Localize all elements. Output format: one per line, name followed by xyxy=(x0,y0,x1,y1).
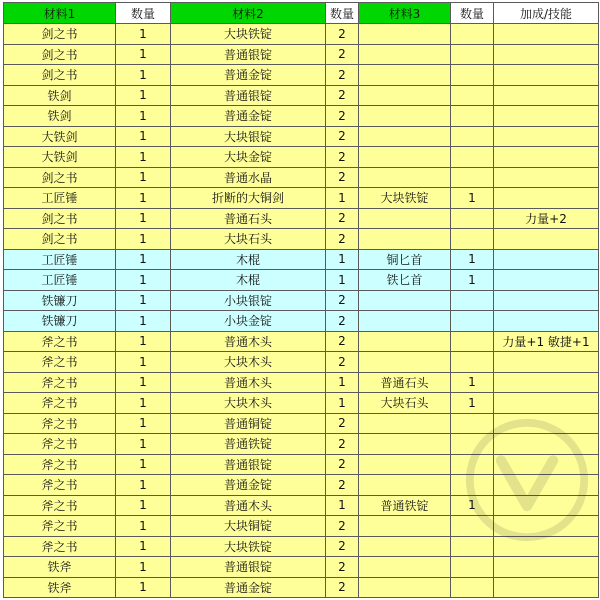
cell-qty3[interactable]: 1 xyxy=(451,188,494,209)
header-qty2[interactable]: 数量 xyxy=(326,3,359,24)
cell-qty1[interactable]: 1 xyxy=(116,393,171,414)
cell-qty2[interactable]: 2 xyxy=(326,331,359,352)
cell-bonus-skill[interactable] xyxy=(494,454,599,475)
cell-qty3[interactable] xyxy=(451,454,494,475)
cell-material2[interactable]: 大块木头 xyxy=(171,352,326,373)
cell-material1[interactable]: 大铁剑 xyxy=(4,126,116,147)
cell-material3[interactable] xyxy=(359,352,451,373)
cell-material1[interactable]: 铁剑 xyxy=(4,85,116,106)
cell-qty2[interactable]: 2 xyxy=(326,352,359,373)
cell-qty2[interactable]: 1 xyxy=(326,372,359,393)
cell-bonus-skill[interactable] xyxy=(494,290,599,311)
cell-qty3[interactable] xyxy=(451,475,494,496)
cell-bonus-skill[interactable] xyxy=(494,167,599,188)
cell-qty2[interactable]: 1 xyxy=(326,393,359,414)
cell-material3[interactable] xyxy=(359,290,451,311)
cell-material2[interactable]: 普通铁锭 xyxy=(171,434,326,455)
table-row xyxy=(4,413,599,434)
cell-material1[interactable]: 斧之书 xyxy=(4,434,116,455)
cell-material1[interactable]: 斧之书 xyxy=(4,372,116,393)
cell-qty2[interactable]: 2 xyxy=(326,106,359,127)
table-row xyxy=(4,126,599,147)
cell-material1[interactable]: 铁剑 xyxy=(4,106,116,127)
cell-material2[interactable]: 普通木头 xyxy=(171,372,326,393)
table-row xyxy=(4,65,599,86)
cell-material3[interactable]: 普通石头 xyxy=(359,372,451,393)
cell-qty2[interactable]: 2 xyxy=(326,475,359,496)
cell-material2[interactable]: 木棍 xyxy=(171,270,326,291)
cell-material3[interactable] xyxy=(359,413,451,434)
cell-bonus-skill[interactable] xyxy=(494,65,599,86)
cell-material1[interactable]: 工匠锤 xyxy=(4,270,116,291)
table-row xyxy=(4,372,599,393)
cell-material2[interactable]: 大块铁锭 xyxy=(171,536,326,557)
cell-qty1[interactable]: 1 xyxy=(116,188,171,209)
cell-material3[interactable] xyxy=(359,229,451,250)
cell-material1[interactable]: 工匠锤 xyxy=(4,249,116,270)
cell-qty2[interactable]: 2 xyxy=(326,85,359,106)
cell-material3[interactable] xyxy=(359,85,451,106)
cell-qty3[interactable] xyxy=(451,434,494,455)
cell-bonus-skill[interactable]: 力量+1 敏捷+1 xyxy=(494,331,599,352)
cell-qty1[interactable]: 1 xyxy=(116,229,171,250)
cell-qty1[interactable]: 1 xyxy=(116,65,171,86)
cell-bonus-skill[interactable] xyxy=(494,434,599,455)
cell-bonus-skill[interactable] xyxy=(494,24,599,45)
cell-material2[interactable]: 大块铜锭 xyxy=(171,516,326,537)
cell-material1[interactable]: 斧之书 xyxy=(4,516,116,537)
cell-bonus-skill[interactable] xyxy=(494,188,599,209)
cell-material2[interactable]: 普通银锭 xyxy=(171,557,326,578)
table-row xyxy=(4,290,599,311)
cell-material2[interactable]: 折断的大铜剑 xyxy=(171,188,326,209)
cell-qty2[interactable]: 2 xyxy=(326,557,359,578)
cell-qty2[interactable]: 2 xyxy=(326,24,359,45)
cell-material2[interactable]: 大块金锭 xyxy=(171,147,326,168)
table-row xyxy=(4,147,599,168)
cell-material3[interactable]: 大块石头 xyxy=(359,393,451,414)
cell-qty1[interactable]: 1 xyxy=(116,167,171,188)
cell-bonus-skill[interactable] xyxy=(494,44,599,65)
cell-material2[interactable]: 小块银锭 xyxy=(171,290,326,311)
cell-qty1[interactable]: 1 xyxy=(116,24,171,45)
cell-material3[interactable] xyxy=(359,557,451,578)
cell-qty3[interactable]: 1 xyxy=(451,495,494,516)
cell-qty3[interactable]: 1 xyxy=(451,270,494,291)
cell-qty2[interactable]: 2 xyxy=(326,454,359,475)
cell-material2[interactable]: 普通石头 xyxy=(171,208,326,229)
cell-qty1[interactable]: 1 xyxy=(116,331,171,352)
cell-bonus-skill[interactable] xyxy=(494,393,599,414)
cell-qty3[interactable] xyxy=(451,147,494,168)
cell-qty1[interactable]: 1 xyxy=(116,475,171,496)
table-row xyxy=(4,495,599,516)
cell-material2[interactable]: 大块银锭 xyxy=(171,126,326,147)
cell-qty1[interactable]: 1 xyxy=(116,495,171,516)
cell-material1[interactable]: 工匠锤 xyxy=(4,188,116,209)
cell-bonus-skill[interactable] xyxy=(494,147,599,168)
cell-material1[interactable]: 斧之书 xyxy=(4,393,116,414)
cell-material3[interactable]: 普通铁锭 xyxy=(359,495,451,516)
cell-material3[interactable]: 铜匕首 xyxy=(359,249,451,270)
cell-bonus-skill[interactable]: 力量+2 xyxy=(494,208,599,229)
cell-qty3[interactable] xyxy=(451,208,494,229)
cell-material2[interactable]: 木棍 xyxy=(171,249,326,270)
cell-qty1[interactable]: 1 xyxy=(116,454,171,475)
cell-qty1[interactable]: 1 xyxy=(116,85,171,106)
cell-qty3[interactable] xyxy=(451,311,494,332)
cell-qty1[interactable]: 1 xyxy=(116,44,171,65)
cell-qty1[interactable]: 1 xyxy=(116,126,171,147)
table-row xyxy=(4,516,599,537)
cell-qty1[interactable]: 1 xyxy=(116,352,171,373)
table-row xyxy=(4,44,599,65)
cell-qty2[interactable]: 2 xyxy=(326,167,359,188)
cell-material2[interactable]: 普通铜锭 xyxy=(171,413,326,434)
cell-qty1[interactable]: 1 xyxy=(116,413,171,434)
cell-bonus-skill[interactable] xyxy=(494,106,599,127)
cell-material1[interactable]: 斧之书 xyxy=(4,475,116,496)
header-bonus-skill[interactable]: 加成/技能 xyxy=(494,3,599,24)
cell-material1[interactable]: 斧之书 xyxy=(4,331,116,352)
cell-qty2[interactable]: 2 xyxy=(326,65,359,86)
cell-material3[interactable] xyxy=(359,331,451,352)
cell-material1[interactable]: 大铁剑 xyxy=(4,147,116,168)
cell-qty3[interactable] xyxy=(451,413,494,434)
cell-bonus-skill[interactable] xyxy=(494,536,599,557)
cell-qty1[interactable]: 1 xyxy=(116,516,171,537)
cell-material2[interactable]: 小块金锭 xyxy=(171,311,326,332)
cell-qty1[interactable]: 1 xyxy=(116,372,171,393)
table-row xyxy=(4,249,599,270)
header-qty3[interactable]: 数量 xyxy=(451,3,494,24)
table-row xyxy=(4,311,599,332)
cell-qty3[interactable] xyxy=(451,167,494,188)
cell-qty3[interactable] xyxy=(451,85,494,106)
cell-material1[interactable]: 斧之书 xyxy=(4,536,116,557)
cell-qty3[interactable]: 1 xyxy=(451,249,494,270)
cell-qty2[interactable]: 2 xyxy=(326,229,359,250)
cell-material3[interactable] xyxy=(359,311,451,332)
cell-qty1[interactable]: 1 xyxy=(116,311,171,332)
cell-qty3[interactable] xyxy=(451,577,494,598)
cell-material1[interactable]: 斧之书 xyxy=(4,413,116,434)
cell-qty1[interactable]: 1 xyxy=(116,249,171,270)
cell-material1[interactable]: 剑之书 xyxy=(4,208,116,229)
cell-material1[interactable]: 剑之书 xyxy=(4,24,116,45)
cell-qty1[interactable]: 1 xyxy=(116,106,171,127)
cell-bonus-skill[interactable] xyxy=(494,475,599,496)
table-row xyxy=(4,393,599,414)
cell-material3[interactable] xyxy=(359,516,451,537)
header-material3[interactable]: 材料3 xyxy=(359,3,451,24)
cell-qty1[interactable]: 1 xyxy=(116,577,171,598)
cell-material3[interactable] xyxy=(359,454,451,475)
cell-bonus-skill[interactable] xyxy=(494,126,599,147)
cell-qty3[interactable] xyxy=(451,229,494,250)
cell-bonus-skill[interactable] xyxy=(494,372,599,393)
cell-qty1[interactable]: 1 xyxy=(116,270,171,291)
cell-bonus-skill[interactable] xyxy=(494,557,599,578)
cell-material2[interactable]: 大块石头 xyxy=(171,229,326,250)
cell-bonus-skill[interactable] xyxy=(494,311,599,332)
cell-qty2[interactable]: 1 xyxy=(326,495,359,516)
cell-material3[interactable] xyxy=(359,126,451,147)
cell-bonus-skill[interactable] xyxy=(494,516,599,537)
table-row xyxy=(4,434,599,455)
table-row xyxy=(4,208,599,229)
table-row xyxy=(4,106,599,127)
cell-qty3[interactable] xyxy=(451,106,494,127)
cell-material3[interactable]: 大块铁锭 xyxy=(359,188,451,209)
cell-qty2[interactable]: 1 xyxy=(326,249,359,270)
cell-qty3[interactable] xyxy=(451,44,494,65)
table-row xyxy=(4,454,599,475)
cell-qty3[interactable] xyxy=(451,516,494,537)
cell-qty2[interactable]: 2 xyxy=(326,516,359,537)
recipe-spreadsheet xyxy=(3,2,599,598)
cell-material1[interactable]: 剑之书 xyxy=(4,167,116,188)
cell-qty2[interactable]: 2 xyxy=(326,208,359,229)
table-row xyxy=(4,557,599,578)
table-row xyxy=(4,270,599,291)
cell-qty2[interactable]: 1 xyxy=(326,270,359,291)
cell-qty2[interactable]: 2 xyxy=(326,311,359,332)
table-row xyxy=(4,577,599,598)
cell-material1[interactable]: 铁斧 xyxy=(4,577,116,598)
cell-material1[interactable]: 剑之书 xyxy=(4,44,116,65)
cell-qty3[interactable] xyxy=(451,126,494,147)
cell-qty3[interactable] xyxy=(451,557,494,578)
header-qty1[interactable]: 数量 xyxy=(116,3,171,24)
cell-material1[interactable]: 铁镰刀 xyxy=(4,311,116,332)
cell-material2[interactable]: 大块木头 xyxy=(171,393,326,414)
cell-material2[interactable]: 大块铁锭 xyxy=(171,24,326,45)
cell-material3[interactable]: 铁匕首 xyxy=(359,270,451,291)
cell-qty2[interactable]: 2 xyxy=(326,44,359,65)
cell-qty2[interactable]: 2 xyxy=(326,290,359,311)
cell-material2[interactable]: 普通金锭 xyxy=(171,106,326,127)
header-material1[interactable]: 材料1 xyxy=(4,3,116,24)
cell-qty2[interactable]: 1 xyxy=(326,188,359,209)
table-row xyxy=(4,536,599,557)
cell-material2[interactable]: 普通银锭 xyxy=(171,454,326,475)
cell-bonus-skill[interactable] xyxy=(494,495,599,516)
cell-material1[interactable]: 铁镰刀 xyxy=(4,290,116,311)
cell-qty1[interactable]: 1 xyxy=(116,434,171,455)
cell-material2[interactable]: 普通木头 xyxy=(171,495,326,516)
cell-bonus-skill[interactable] xyxy=(494,413,599,434)
cell-material2[interactable]: 普通金锭 xyxy=(171,475,326,496)
cell-material1[interactable]: 剑之书 xyxy=(4,65,116,86)
cell-material3[interactable] xyxy=(359,147,451,168)
cell-qty3[interactable] xyxy=(451,536,494,557)
cell-material2[interactable]: 普通金锭 xyxy=(171,65,326,86)
table-row xyxy=(4,475,599,496)
cell-qty2[interactable]: 2 xyxy=(326,577,359,598)
cell-material2[interactable]: 普通木头 xyxy=(171,331,326,352)
table-row xyxy=(4,167,599,188)
cell-qty2[interactable]: 2 xyxy=(326,147,359,168)
cell-material2[interactable]: 普通水晶 xyxy=(171,167,326,188)
cell-material1[interactable]: 斧之书 xyxy=(4,495,116,516)
cell-qty3[interactable]: 1 xyxy=(451,372,494,393)
cell-material1[interactable]: 斧之书 xyxy=(4,454,116,475)
cell-material1[interactable]: 铁斧 xyxy=(4,557,116,578)
table-row xyxy=(4,24,599,45)
cell-material2[interactable]: 普通金锭 xyxy=(171,577,326,598)
cell-qty3[interactable]: 1 xyxy=(451,393,494,414)
cell-material3[interactable] xyxy=(359,44,451,65)
cell-bonus-skill[interactable] xyxy=(494,85,599,106)
cell-qty3[interactable] xyxy=(451,65,494,86)
table-row xyxy=(4,85,599,106)
cell-material3[interactable] xyxy=(359,475,451,496)
cell-material3[interactable] xyxy=(359,167,451,188)
cell-material3[interactable] xyxy=(359,536,451,557)
cell-qty3[interactable] xyxy=(451,331,494,352)
cell-qty1[interactable]: 1 xyxy=(116,536,171,557)
cell-bonus-skill[interactable] xyxy=(494,270,599,291)
header-material2[interactable]: 材料2 xyxy=(171,3,326,24)
cell-qty2[interactable]: 2 xyxy=(326,413,359,434)
cell-qty2[interactable]: 2 xyxy=(326,434,359,455)
cell-material3[interactable] xyxy=(359,208,451,229)
cell-material3[interactable] xyxy=(359,434,451,455)
cell-material3[interactable] xyxy=(359,106,451,127)
cell-qty1[interactable]: 1 xyxy=(116,208,171,229)
cell-qty3[interactable] xyxy=(451,352,494,373)
cell-qty1[interactable]: 1 xyxy=(116,290,171,311)
cell-qty1[interactable]: 1 xyxy=(116,557,171,578)
cell-qty2[interactable]: 2 xyxy=(326,536,359,557)
cell-material2[interactable]: 普通银锭 xyxy=(171,85,326,106)
table-row xyxy=(4,331,599,352)
table-row xyxy=(4,352,599,373)
cell-material2[interactable]: 普通银锭 xyxy=(171,44,326,65)
cell-bonus-skill[interactable] xyxy=(494,229,599,250)
cell-qty3[interactable] xyxy=(451,24,494,45)
cell-material3[interactable] xyxy=(359,577,451,598)
cell-material3[interactable] xyxy=(359,24,451,45)
header-row xyxy=(4,3,599,24)
cell-material3[interactable] xyxy=(359,65,451,86)
cell-qty1[interactable]: 1 xyxy=(116,147,171,168)
table-row xyxy=(4,229,599,250)
cell-qty2[interactable]: 2 xyxy=(326,126,359,147)
cell-bonus-skill[interactable] xyxy=(494,249,599,270)
cell-bonus-skill[interactable] xyxy=(494,577,599,598)
cell-qty3[interactable] xyxy=(451,290,494,311)
cell-bonus-skill[interactable] xyxy=(494,352,599,373)
table-row xyxy=(4,188,599,209)
cell-material1[interactable]: 剑之书 xyxy=(4,229,116,250)
cell-material1[interactable]: 斧之书 xyxy=(4,352,116,373)
